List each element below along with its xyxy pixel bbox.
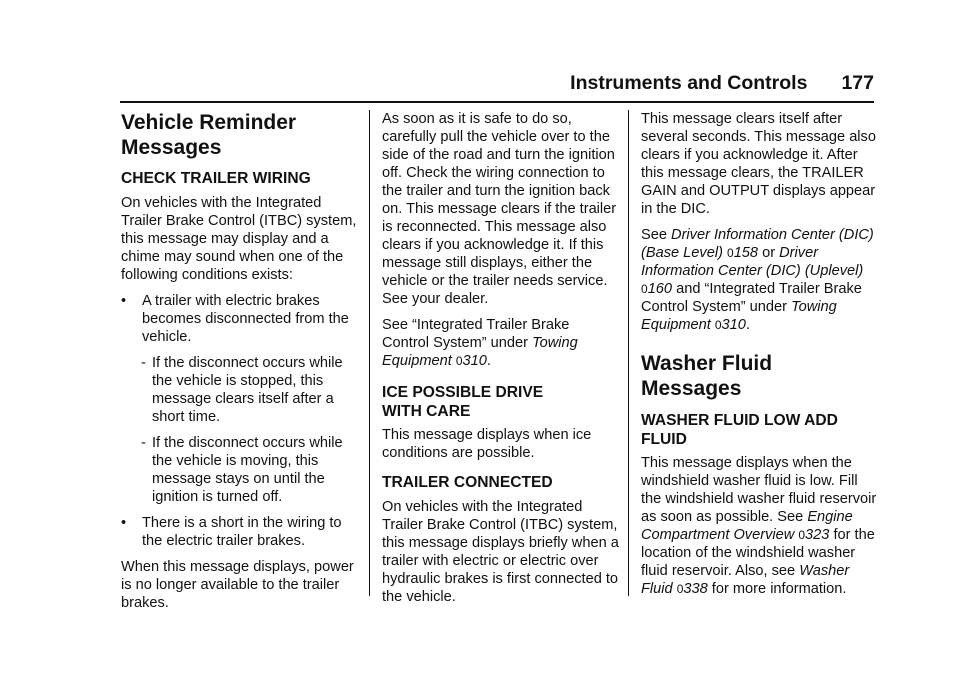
- page-number: 177: [841, 72, 874, 94]
- sub-list-item: - If the disconnect occurs while the vehicle is moving, this message stays on until the ignition is turned off.: [141, 435, 343, 505]
- paragraph-washer-fluid-low: This message displays when the windshield washer fluid is low. Fill the windshield washer fluid reservoir as soon as possible. See Engine Compartment Overview 0323 for the location of the windshield washer fluid reservoir. Also, see Washer Fluid 0338 for more information.: [641, 455, 877, 597]
- header-divider: [120, 101, 874, 103]
- sub-list-item: - If the disconnect occurs while the vehicle is stopped, this message clears itself after a short time.: [141, 355, 343, 425]
- page-ref[interactable]: 338: [683, 581, 708, 597]
- page-ref[interactable]: 310: [462, 353, 487, 369]
- page-ref[interactable]: 160: [647, 281, 673, 297]
- bullet-mark: •: [121, 293, 127, 309]
- list-item: • There is a short in the wiring to the electric trailer brakes.: [121, 515, 342, 549]
- link-dic-base[interactable]: Driver Information Center (DIC) (Base Level): [641, 227, 874, 261]
- heading-washer-fluid-low: WASHER FLUID LOW ADD FLUID: [641, 412, 838, 448]
- paragraph-intro: On vehicles with the Integrated Trailer Brake Control (ITBC) system, this message may display and a chime may sound when one of the following conditions exists:: [121, 195, 357, 283]
- heading-check-trailer-wiring: CHECK TRAILER WIRING: [121, 170, 311, 187]
- paragraph-ice: This message displays when ice conditions are possible.: [382, 427, 592, 461]
- bullet-mark: •: [121, 515, 127, 531]
- dash-mark: -: [141, 355, 146, 371]
- column-1: [121, 110, 357, 612]
- column-3: [641, 110, 877, 598]
- section-title: Instruments and Controls: [570, 72, 808, 94]
- column-divider-2: [628, 110, 629, 596]
- heading-ice-possible: ICE POSSIBLE DRIVE WITH CARE: [382, 384, 544, 420]
- paragraph-trailer-connected: On vehicles with the Integrated Trailer Brake Control (ITBC) system, this message displays briefly when a trailer with electric or electric over hydraulic brakes is first connected to the vehicle.: [382, 499, 619, 605]
- page-ref-arrow-icon: 0: [641, 282, 648, 296]
- paragraph-action: As soon as it is safe to do so, carefully pull the vehicle over to the side of the road and turn the ignition off. Check the wiring connection to the trailer and turn the ignition back on. This message clears if the trailer is reconnected. This message also clears if you acknowledge it. If this message still displays, either the vehicle or the trailer needs service. See your dealer.: [382, 111, 617, 307]
- link-dic-uplevel[interactable]: Driver Information Center (DIC) (Uplevel): [641, 245, 864, 279]
- column-2: [382, 110, 620, 606]
- paragraph-clears: This message clears itself after several seconds. This message also clears if you acknowledge it. After this message clears, the TRAILER GAIN and OUTPUT displays appear in the DIC.: [641, 111, 876, 217]
- dash-mark: -: [141, 435, 146, 451]
- paragraph-see-also: See “Integrated Trailer Brake Control System” under Towing Equipment 0310.: [382, 317, 578, 369]
- paragraph-see-dic: See Driver Information Center (DIC) (Base Level) 0158 or Driver Information Center (DIC) (Uplevel) 0160 and “Integrated Trailer Brake Control System” under Towing Equipment 0310.: [641, 227, 874, 333]
- page-ref-arrow-icon: 0: [714, 318, 722, 332]
- link-towing-equipment[interactable]: Towing Equipment: [382, 335, 578, 369]
- list-item: • A trailer with electric brakes becomes disconnected from the vehicle.: [121, 293, 349, 345]
- section-heading-vehicle-reminder: Vehicle Reminder Messages: [121, 111, 297, 159]
- page-ref[interactable]: 323: [805, 527, 830, 543]
- column-divider-1: [369, 110, 370, 596]
- section-heading-washer-fluid: Washer Fluid Messages: [641, 352, 773, 400]
- page-ref-arrow-icon: 0: [798, 528, 806, 542]
- page-ref-arrow-icon: 0: [455, 354, 463, 368]
- paragraph-closing: When this message displays, power is no longer available to the trailer brakes.: [121, 559, 354, 611]
- page-ref-arrow-icon: 0: [676, 582, 684, 596]
- page-ref-arrow-icon: 0: [727, 246, 734, 260]
- page-ref[interactable]: 310: [721, 317, 746, 333]
- page-ref[interactable]: 158: [733, 245, 759, 261]
- heading-trailer-connected: TRAILER CONNECTED: [382, 474, 553, 491]
- link-washer-fluid[interactable]: Washer Fluid: [641, 563, 850, 597]
- link-engine-compartment[interactable]: Engine Compartment Overview: [641, 509, 853, 543]
- link-towing-equipment[interactable]: Towing Equipment: [641, 299, 837, 333]
- page-header: [120, 72, 874, 100]
